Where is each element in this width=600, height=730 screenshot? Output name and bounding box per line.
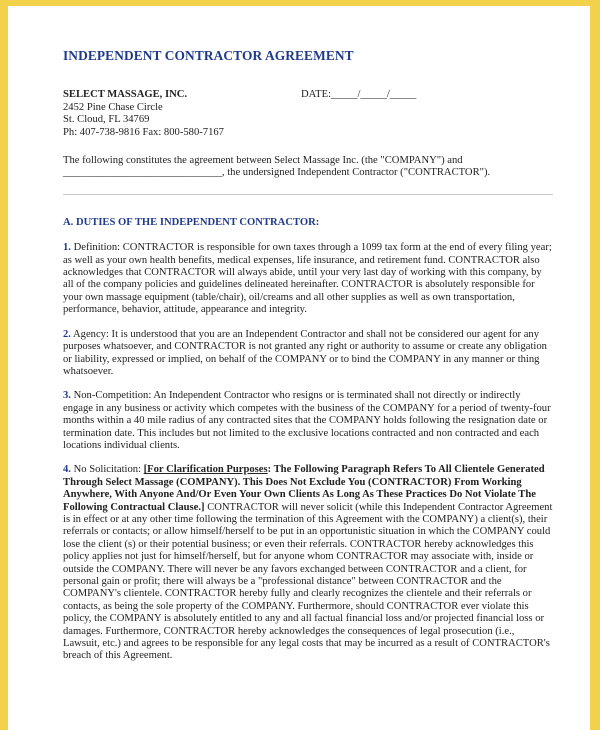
company-name: SELECT MASSAGE, INC. xyxy=(63,89,188,101)
date-field: DATE:_____/_____/_____ xyxy=(301,89,417,101)
clause-2-text: Agency: It is understood that you are an Independent Contractor and shall not be considered our agent for any purposes whatsoever, and CONTRACTOR is not granted any right or authority to assume or create any obligation or liability, expressed or implied, on behalf of the COMPANY or to bind the COMPANY in any manner or thing whatsoever. xyxy=(63,328,547,377)
document-content xyxy=(63,50,553,675)
clause-3-text: Non-Competition: An Independent Contractor who resigns or is terminated shall not directly or indirectly engage in any business or activity which competes with the business of the COMPANY for a period of twenty-four months within a 40 mile radius of any contracted sites that the COMPANY holds following the resignation date or termination date. This includes but not limited to the exclusive locations contracted and non contracted and each locations individual clients. xyxy=(63,390,551,451)
phone-fax: Ph: 407-738-9816 Fax: 800-580-7167 xyxy=(63,126,224,138)
clause-1-number: 1. xyxy=(63,242,71,254)
document-title: INDEPENDENT CONTRACTOR AGREEMENT xyxy=(63,48,354,63)
intro-paragraph xyxy=(63,155,553,180)
clause-4 xyxy=(63,464,553,663)
clause-4-number: 4. xyxy=(63,464,71,476)
clause-3-number: 3. xyxy=(63,390,71,402)
clause-2 xyxy=(63,329,553,379)
company-header xyxy=(63,89,553,101)
clause-4-label: No Solicitation: xyxy=(70,464,144,476)
clause-2-number: 2. xyxy=(63,328,71,340)
document-page xyxy=(8,6,590,730)
address-line-1: 2452 Pine Chase Circle xyxy=(63,101,163,113)
section-a-title: A. DUTIES OF THE INDEPENDENT CONTRACTOR: xyxy=(63,216,320,228)
clause-4-bold-text: : The Following Paragraph Refers To All Clientele Generated Through Select Massage (COMPANY). This Does Not Exclude You (CONTRACTOR) From Working Anywhere, With Anyone And/Or Even Your Own Clients As Long As These Practices Do Not Violate The Following Contractual Clause.] xyxy=(63,464,545,513)
clause-4-bracket: [For Clarification Purposes xyxy=(143,464,268,476)
clause-4-text: CONTRACTOR will never solicit (while this Independent Contractor Agreement is in effect or at any other time following the termination of this Agreement with the COMPANY) a client(s), their referrals or contacts; or allow himself/herself to be put in an opportunistic situation in which the COMPANY could lose the client (s) or their potential business; or even their referrals. CONTRACTOR hereby acknowledges this policy applies not just for himself/herself, but for anyone whom CONTRACTOR may associate with, inside or outside the COMPANY. There will never be any favors exchanged between CONTRACTOR and a client, for personal gain or profit; there will always be a "professional distance" between CONTRACTOR and the COMPANY's clientele. CONTRACTOR hereby fully and clearly recognizes the clientele and their referrals or contacts, as being the sole property of the COMPANY. Furthermore, should CONTRACTOR ever violate this policy, the COMPANY is absolutely entitled to any and all factual financial loss and/or projected financial loss or damages. Furthermore, CONTRACTOR hereby acknowledges the consequences of legal prosecution (i.e., Lawsuit, etc.) and agrees to be responsible for any legal costs that may be incurred as a result of CONTRACTOR's breach of this Agreement. xyxy=(63,501,553,662)
intro-line-2: ______________________________, the undersigned Independent Contractor ("CONTRACTOR"). xyxy=(63,167,491,179)
address-line-2: St. Cloud, FL 34769 xyxy=(63,114,150,126)
section-divider xyxy=(63,194,553,195)
clause-1 xyxy=(63,242,553,316)
clause-1-text: Definition: CONTRACTOR is responsible for own taxes through a 1099 tax form at the end of every filing year; as well as your own health benefits, medical expenses, life insurance, and retirement fund. CONTRACTOR also acknowledges that CONTRACTOR will always abide, until your very last day of working with this company, by all of the company policies and guidelines delineated hereinafter. CONTRACTOR is absolutely responsible for your own massage equipment (table/chair), oil/creams and all other supplies as well as own transportation, performance, behavior, attitude, appearance and integrity. xyxy=(63,242,552,316)
intro-line-1: The following constitutes the agreement between Select Massage Inc. (the "COMPANY") and xyxy=(63,155,463,167)
clause-3 xyxy=(63,390,553,452)
